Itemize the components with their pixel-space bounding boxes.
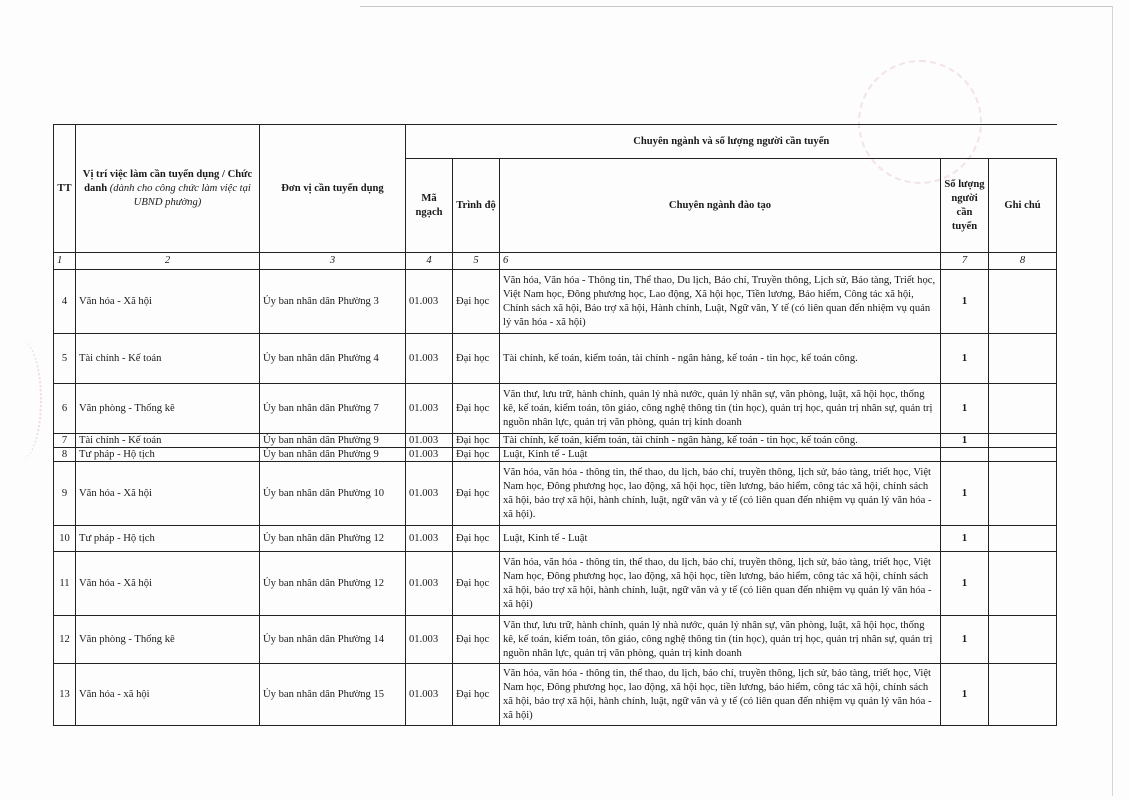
cell-unit: Ủy ban nhân dân Phường 12: [260, 526, 406, 552]
cell-code: 01.003: [406, 552, 453, 616]
cell-tt: 11: [54, 552, 76, 616]
cell-unit: Ủy ban nhân dân Phường 4: [260, 334, 406, 384]
cell-level: Đại học: [453, 334, 500, 384]
cell-major: Văn hóa, văn hóa - thông tin, thể thao, du lịch, báo chí, truyền thông, lịch sử, bảo tàng, triết học, Việt Nam học, Đông phương học, lao động, xã hội học, tiền lương, bảo hiểm, công tác xã hội, chính sách xã hội, bảo trợ xã hội, hành chính, luật, ngữ văn và y tế (có liên quan đến nhiệm vụ quản lý văn hóa - xã hội): [500, 664, 941, 726]
header-position: [76, 125, 260, 253]
cell-count: 1: [941, 270, 989, 334]
cell-level: Đại học: [453, 434, 500, 448]
cell-count: 1: [941, 334, 989, 384]
cell-note: [989, 526, 1057, 552]
cell-count: [941, 448, 989, 462]
cell-position: Tài chính - Kế toán: [76, 334, 260, 384]
cell-code: 01.003: [406, 616, 453, 664]
cell-level: Đại học: [453, 270, 500, 334]
cell-code: 01.003: [406, 434, 453, 448]
cell-major: Văn thư, lưu trữ, hành chính, quản lý nhà nước, quản lý nhân sự, văn phòng, luật, xã hội học, thống kê, kế toán, kiểm toán, tôn giáo, công nghệ thông tin (tin học), quản trị học, quản trị nhân sự, quản trị nguồn nhân lực, quản trị văn phòng, quản trị kinh doanh: [500, 384, 941, 434]
cell-unit: Ủy ban nhân dân Phường 14: [260, 616, 406, 664]
cell-unit: Ủy ban nhân dân Phường 10: [260, 462, 406, 526]
cell-code: 01.003: [406, 462, 453, 526]
table-row: [54, 526, 1057, 552]
table-row: [54, 384, 1057, 434]
header-position-title: Vị trí việc làm cần tuyển dụng / Chức danh: [82, 168, 253, 194]
table-row: [54, 270, 1057, 334]
cell-major: Văn hóa, Văn hóa - Thông tin, Thể thao, Du lịch, Báo chí, Truyền thông, Lịch sử, Bảo tàng, Triết học, Việt Nam học, Đông phương học, Lao động, Xã hội học, Tiền lương, Bảo hiểm, Công tác xã hội, Chính sách xã hội, Bảo trợ xã hội, Hành chính, Luật, Ngữ văn, Y tế (có liên quan đến nhiệm vụ quản lý văn hóa - xã hội): [500, 270, 941, 334]
cell-note: [989, 664, 1057, 726]
cell-position: Văn hóa - Xã hội: [76, 462, 260, 526]
cell-code: 01.003: [406, 384, 453, 434]
cell-level: Đại học: [453, 448, 500, 462]
cell-position: Văn hóa - xã hội: [76, 664, 260, 726]
cell-count: 1: [941, 462, 989, 526]
cell-code: 01.003: [406, 448, 453, 462]
column-number: 4: [406, 253, 453, 270]
cell-position: Tư pháp - Hộ tịch: [76, 448, 260, 462]
cell-note: [989, 434, 1057, 448]
cell-count: 1: [941, 552, 989, 616]
cell-level: Đại học: [453, 552, 500, 616]
cell-code: 01.003: [406, 664, 453, 726]
table-row: [54, 334, 1057, 384]
header-major: Chuyên ngành đào tạo: [500, 159, 941, 253]
cell-level: Đại học: [453, 462, 500, 526]
cell-tt: 7: [54, 434, 76, 448]
cell-count: 1: [941, 664, 989, 726]
cell-note: [989, 616, 1057, 664]
column-number: 8: [989, 253, 1057, 270]
cell-count: 1: [941, 434, 989, 448]
cell-major: Văn hóa, văn hóa - thông tin, thể thao, du lịch, báo chí, truyền thông, lịch sử, bảo tàng, triết học, Việt Nam học, Đông phương học, lao động, xã hội học, tiền lương, bảo hiểm, công tác xã hội, chính sách xã hội, bảo trợ xã hội, hành chính, luật, ngữ văn và y tế (có liên quan đến nhiệm vụ quản lý văn hóa - xã hội).: [500, 462, 941, 526]
cell-level: Đại học: [453, 664, 500, 726]
cell-tt: 5: [54, 334, 76, 384]
cell-tt: 13: [54, 664, 76, 726]
cell-level: Đại học: [453, 526, 500, 552]
cell-position: Văn hóa - Xã hội: [76, 552, 260, 616]
header-unit: [260, 125, 406, 253]
column-number: 7: [941, 253, 989, 270]
table-row: [54, 552, 1057, 616]
table-row: [54, 664, 1057, 726]
cell-position: Tài chính - Kế toán: [76, 434, 260, 448]
cell-major: Văn hóa, văn hóa - thông tin, thể thao, du lịch, báo chí, truyền thông, lịch sử, bảo tàng, triết học, Việt Nam học, Đông phương học, lao động, xã hội học, tiền lương, bảo hiểm, công tác xã hội, chính sách xã hội, bảo trợ xã hội, hành chính, luật, ngữ văn và y tế (có liên quan đến nhiệm vụ quản lý văn hóa - xã hội): [500, 552, 941, 616]
header-code: Mã ngạch: [406, 159, 453, 253]
cell-tt: 10: [54, 526, 76, 552]
cell-position: Tư pháp - Hộ tịch: [76, 526, 260, 552]
table-row: [54, 462, 1057, 526]
cell-position: Văn hóa - Xã hội: [76, 270, 260, 334]
cell-note: [989, 462, 1057, 526]
cell-major: Tài chính, kế toán, kiểm toán, tài chính - ngân hàng, kế toán - tin học, kế toán công.: [500, 334, 941, 384]
cell-position: Văn phòng - Thống kê: [76, 384, 260, 434]
cell-tt: 6: [54, 384, 76, 434]
cell-major: Văn thư, lưu trữ, hành chính, quản lý nhà nước, quản lý nhân sự, văn phòng, luật, xã hội học, thống kê, kế toán, kiểm toán, tôn giáo, công nghệ thông tin (tin học), quản trị học, quản trị nhân sự, quản trị nguồn nhân lực, quản trị văn phòng, quản trị kinh doanh: [500, 616, 941, 664]
cell-unit: Ủy ban nhân dân Phường 9: [260, 434, 406, 448]
cell-level: Đại học: [453, 616, 500, 664]
table-row: [54, 616, 1057, 664]
cell-tt: 4: [54, 270, 76, 334]
recruitment-table: [53, 124, 1057, 726]
header-level: Trình độ: [453, 159, 500, 253]
page-right-border: [1112, 6, 1113, 796]
header-tt: TT: [54, 125, 76, 253]
cell-tt: 9: [54, 462, 76, 526]
table-row: [54, 448, 1057, 462]
cell-code: 01.003: [406, 270, 453, 334]
header-position-note: (dành cho công chức làm việc tại UBND phường): [109, 182, 251, 208]
cell-note: [989, 448, 1057, 462]
cell-major: Tài chính, kế toán, kiểm toán, tài chính - ngân hàng, kế toán - tin học, kế toán công.: [500, 434, 941, 448]
column-number-row: [54, 253, 1057, 270]
cell-note: [989, 334, 1057, 384]
column-number: 3: [260, 253, 406, 270]
column-number: 2: [76, 253, 260, 270]
cell-note: [989, 270, 1057, 334]
cell-tt: 8: [54, 448, 76, 462]
cell-note: [989, 552, 1057, 616]
column-number: 6: [500, 253, 941, 270]
page-top-border: [360, 6, 1112, 7]
cell-code: 01.003: [406, 526, 453, 552]
table-row: [54, 434, 1057, 448]
header-note: Ghi chú: [989, 159, 1057, 253]
header-count: Số lượng người cần tuyển: [941, 159, 989, 253]
column-number: 5: [453, 253, 500, 270]
cell-note: [989, 384, 1057, 434]
cell-unit: Ủy ban nhân dân Phường 3: [260, 270, 406, 334]
cell-major: Luật, Kinh tế - Luật: [500, 526, 941, 552]
cell-tt: 12: [54, 616, 76, 664]
cell-unit: Ủy ban nhân dân Phường 15: [260, 664, 406, 726]
column-number: 1: [54, 253, 76, 270]
cell-position: Văn phòng - Thống kê: [76, 616, 260, 664]
cell-level: Đại học: [453, 384, 500, 434]
cell-unit: Ủy ban nhân dân Phường 9: [260, 448, 406, 462]
cell-code: 01.003: [406, 334, 453, 384]
cell-count: 1: [941, 616, 989, 664]
cell-unit: Ủy ban nhân dân Phường 7: [260, 384, 406, 434]
cell-unit: Ủy ban nhân dân Phường 12: [260, 552, 406, 616]
faded-seal-mark-left: [0, 340, 42, 460]
cell-major: Luật, Kinh tế - Luật: [500, 448, 941, 462]
cell-count: 1: [941, 526, 989, 552]
header-unit-label: Đơn vị cần tuyển dụng: [281, 182, 384, 194]
header-group: Chuyên ngành và số lượng người cần tuyển: [406, 125, 1057, 159]
cell-count: 1: [941, 384, 989, 434]
